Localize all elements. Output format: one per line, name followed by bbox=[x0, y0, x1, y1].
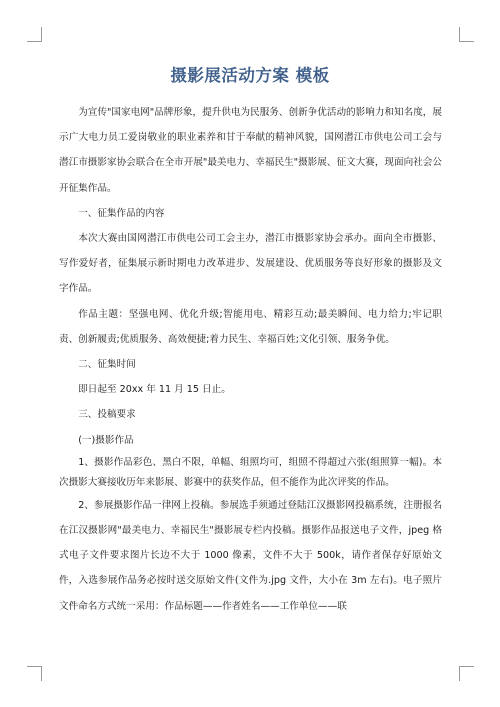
paragraph-intro: 为宣传"国家电网"品牌形象，提升供电为民服务、创新争优活动的影响力和知名度，展示广大电力员工爱岗敬业的职业素养和甘于奉献的精神风貌，国网潜江市供电公司工会与潜江市摄影家协会联合在全市开展"最美电力、幸福民生"摄影展、征文大赛，现面向社会公开征集作品。 bbox=[59, 107, 442, 194]
paragraph-theme: 作品主题：坚强电网、优化升级;智能用电、精彩互动;最美瞬间、电力给力;牢记职责、创新履责;优质服务、高效便捷;着力民生、幸福百姓;文化引领、服务争优。 bbox=[59, 308, 442, 345]
crop-mark-top-right bbox=[459, 27, 474, 42]
heading-section-1: 一、征集作品的内容 bbox=[78, 207, 165, 219]
heading-section-2: 二、征集时间 bbox=[78, 359, 136, 371]
paragraph-photo-rule-1: 1、摄影作品彩色、黑白不限，单幅、组照均可，组照不得超过六张(组照算一幅)。本次摄影大赛接收历年来影展、影赛中的获奖作品，但不能作为此次评奖的作品。 bbox=[59, 456, 442, 488]
document-title: 摄影展活动方案 模板 bbox=[170, 66, 330, 85]
paragraph-photo-rule-2: 2、参展摄影作品一律网上投稿。参展选手须通过登陆江汉摄影网投稿系统，注册报名在江汉摄影网"最美电力、幸福民生"摄影展专栏内投稿。摄影作品报送电子文件，jpeg 格式电子文件要求图片长边不大于 1000 像素，文件不大于 500k，请作者保存好原始文件，入选参展作品务必按时送交原始文件(文件为.jpg 文件，大小在 3m 左右)。电子照片文件命名方式统一采用：作品标题——作者姓名——工作单位——联 bbox=[59, 499, 442, 612]
document-body bbox=[59, 100, 442, 619]
crop-mark-top-left bbox=[27, 27, 42, 42]
paragraph-section-1: 本次大赛由国网潜江市供电公司工会主办，潜江市摄影家协会承办。面向全市摄影、写作爱好者，征集展示新时期电力改革进步、发展建设、优质服务等良好形象的摄影及文字作品。 bbox=[59, 233, 442, 295]
crop-mark-bottom-right bbox=[459, 666, 474, 681]
heading-subsection-photo: (一)摄影作品 bbox=[78, 434, 134, 446]
paragraph-period: 即日起至 20xx 年 11 月 15 日止。 bbox=[78, 384, 231, 396]
crop-mark-bottom-left bbox=[27, 666, 42, 681]
heading-section-3: 三、投稿要求 bbox=[78, 409, 136, 421]
